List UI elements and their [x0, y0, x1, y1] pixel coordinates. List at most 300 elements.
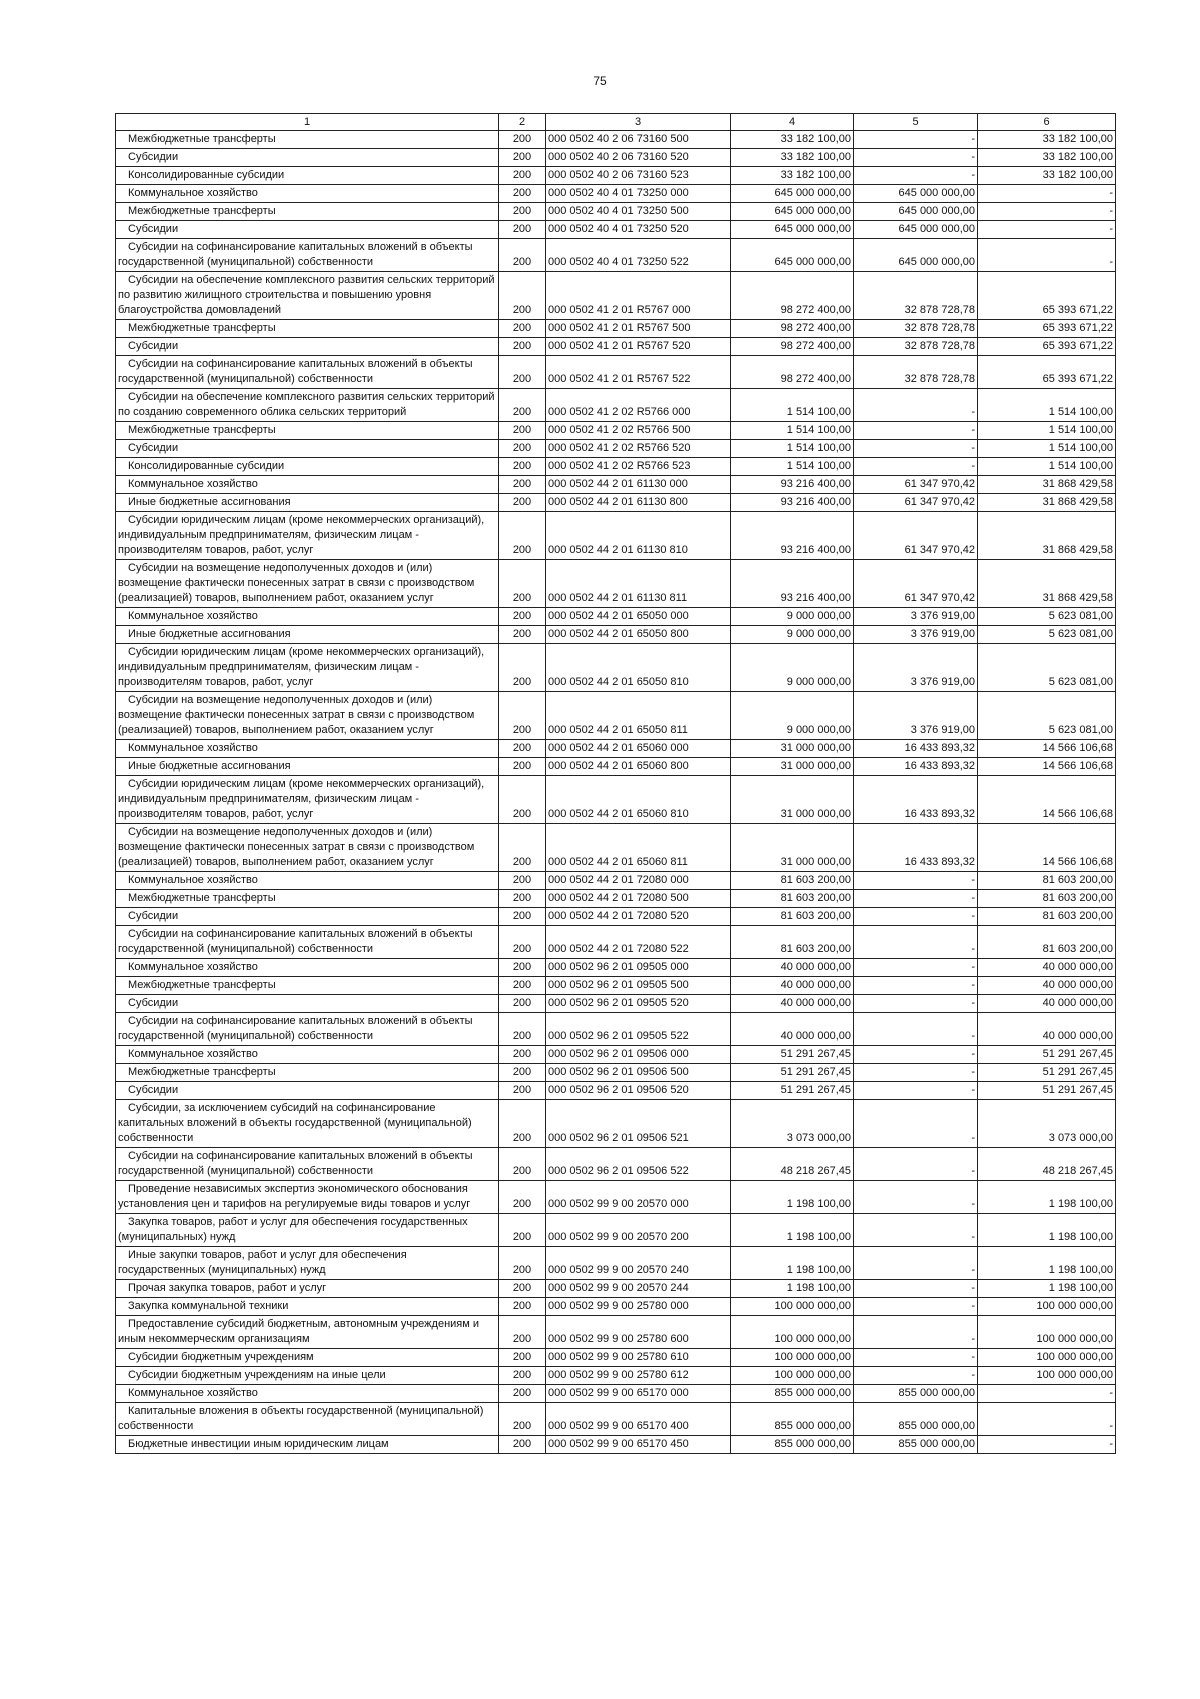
row-name-cell — [116, 644, 499, 692]
row-executed-amount-cell — [854, 1046, 978, 1064]
row-executed-amount-cell — [854, 1385, 978, 1403]
row-executed-amount: - — [971, 1369, 975, 1381]
row-executed-amount-cell — [854, 320, 978, 338]
row-executed-amount: - — [971, 961, 975, 973]
row-approved-amount-cell — [731, 644, 854, 692]
row-code: 200 — [512, 1132, 532, 1144]
row-classification-code-cell — [546, 740, 731, 758]
row-name: Субсидии — [128, 223, 179, 235]
row-name-cell — [116, 512, 499, 560]
row-remaining-amount-cell — [978, 1046, 1116, 1064]
row-code-cell — [499, 239, 546, 272]
row-name: Субсидии юридическим лицам (кроме некоммерческих организаций), индивидуальным предпринимателям, физическим лицам - производителям товаров, работ, услуг — [118, 778, 485, 820]
table-row — [116, 185, 1116, 203]
row-classification-code-cell — [546, 1298, 731, 1316]
table-row — [116, 476, 1116, 494]
row-code: 200 — [512, 943, 532, 955]
row-classification-code-cell — [546, 458, 731, 476]
row-remaining-amount: 31 868 429,58 — [1042, 496, 1113, 508]
table-row — [116, 167, 1116, 185]
table-row — [116, 1280, 1116, 1298]
row-name-cell — [116, 338, 499, 356]
row-approved-amount-cell — [731, 1013, 854, 1046]
row-remaining-amount-cell — [978, 1148, 1116, 1181]
row-remaining-amount-cell — [978, 1013, 1116, 1046]
row-name: Иные бюджетные ассигнования — [128, 760, 291, 772]
row-executed-amount: 855 000 000,00 — [898, 1420, 975, 1432]
row-name-cell — [116, 149, 499, 167]
row-approved-amount: 31 000 000,00 — [780, 760, 851, 772]
table-row — [116, 908, 1116, 926]
row-classification-code: 000 0502 99 9 00 25780 612 — [548, 1369, 689, 1381]
row-classification-code-cell — [546, 1214, 731, 1247]
row-approved-amount-cell — [731, 476, 854, 494]
row-executed-amount-cell — [854, 167, 978, 185]
table-row — [116, 1367, 1116, 1385]
row-classification-code-cell — [546, 692, 731, 740]
row-name: Субсидии юридическим лицам (кроме некоммерческих организаций), индивидуальным предпринимателям, физическим лицам - производителям товаров, работ, услуг — [118, 514, 485, 556]
row-classification-code: 000 0502 40 2 06 73160 523 — [548, 169, 689, 181]
row-classification-code-cell — [546, 1349, 731, 1367]
row-approved-amount-cell — [731, 1064, 854, 1082]
row-remaining-amount: 40 000 000,00 — [1042, 979, 1113, 991]
row-approved-amount: 98 272 400,00 — [780, 322, 851, 334]
row-name: Субсидии — [128, 1084, 179, 1096]
row-approved-amount-cell — [731, 1100, 854, 1148]
row-approved-amount-cell — [731, 890, 854, 908]
row-executed-amount: 16 433 893,32 — [904, 742, 975, 754]
row-code-cell — [499, 959, 546, 977]
row-classification-code-cell — [546, 131, 731, 149]
row-classification-code: 000 0502 99 9 00 25780 610 — [548, 1351, 689, 1363]
row-remaining-amount-cell — [978, 1280, 1116, 1298]
row-executed-amount: 16 433 893,32 — [904, 808, 975, 820]
row-classification-code-cell — [546, 776, 731, 824]
row-classification-code: 000 0502 96 2 01 09506 520 — [548, 1084, 689, 1096]
row-approved-amount: 1 514 100,00 — [786, 442, 851, 454]
row-name: Коммунальное хозяйство — [128, 478, 258, 490]
row-classification-code: 000 0502 44 2 01 72080 520 — [548, 910, 689, 922]
row-remaining-amount: - — [1109, 1420, 1113, 1432]
row-remaining-amount-cell — [978, 959, 1116, 977]
row-remaining-amount: 51 291 267,45 — [1042, 1084, 1113, 1096]
row-code-cell — [499, 149, 546, 167]
row-code: 200 — [512, 304, 532, 316]
row-name: Субсидии на софинансирование капитальных вложений в объекты государственной (муниципальной) собственности — [118, 1150, 473, 1177]
row-name: Субсидии бюджетным учреждениям — [128, 1351, 314, 1363]
row-classification-code-cell — [546, 1436, 731, 1454]
row-code-cell — [499, 338, 546, 356]
row-executed-amount-cell — [854, 1064, 978, 1082]
row-executed-amount: - — [971, 442, 975, 454]
row-executed-amount-cell — [854, 776, 978, 824]
row-approved-amount-cell — [731, 560, 854, 608]
column-header: 2 — [499, 114, 546, 131]
row-executed-amount: 32 878 728,78 — [904, 340, 975, 352]
row-name: Субсидии на софинансирование капитальных вложений в объекты государственной (муниципальной) собственности — [118, 241, 473, 268]
row-executed-amount: - — [971, 151, 975, 163]
row-classification-code: 000 0502 41 2 01 R5767 522 — [548, 373, 691, 385]
row-approved-amount: 1 198 100,00 — [786, 1231, 851, 1243]
row-name-cell — [116, 995, 499, 1013]
row-classification-code: 000 0502 40 4 01 73250 522 — [548, 256, 689, 268]
row-approved-amount-cell — [731, 512, 854, 560]
row-executed-amount-cell — [854, 1100, 978, 1148]
row-code: 200 — [512, 628, 532, 640]
row-approved-amount: 645 000 000,00 — [774, 256, 851, 268]
row-remaining-amount-cell — [978, 167, 1116, 185]
column-header: 1 — [116, 114, 499, 131]
row-remaining-amount: 81 603 200,00 — [1042, 910, 1113, 922]
row-classification-code: 000 0502 44 2 01 72080 522 — [548, 943, 689, 955]
row-remaining-amount: 81 603 200,00 — [1042, 874, 1113, 886]
row-code: 200 — [512, 406, 532, 418]
row-name-cell — [116, 872, 499, 890]
row-executed-amount: - — [971, 1165, 975, 1177]
row-name-cell — [116, 776, 499, 824]
row-classification-code: 000 0502 44 2 01 61130 811 — [548, 592, 688, 604]
row-classification-code-cell — [546, 149, 731, 167]
row-executed-amount: - — [971, 133, 975, 145]
row-approved-amount: 1 514 100,00 — [786, 406, 851, 418]
row-executed-amount: - — [971, 1264, 975, 1276]
row-code-cell — [499, 1100, 546, 1148]
table-row — [116, 149, 1116, 167]
row-classification-code-cell — [546, 1082, 731, 1100]
row-executed-amount-cell — [854, 872, 978, 890]
row-executed-amount: 32 878 728,78 — [904, 304, 975, 316]
table-row — [116, 272, 1116, 320]
row-executed-amount: 3 376 919,00 — [910, 676, 975, 688]
row-name-cell — [116, 356, 499, 389]
row-executed-amount-cell — [854, 422, 978, 440]
row-approved-amount-cell — [731, 608, 854, 626]
row-remaining-amount-cell — [978, 338, 1116, 356]
row-remaining-amount-cell — [978, 1385, 1116, 1403]
table-row — [116, 1436, 1116, 1454]
table-row — [116, 926, 1116, 959]
row-approved-amount-cell — [731, 995, 854, 1013]
row-name: Субсидии бюджетным учреждениям на иные цели — [128, 1369, 386, 1381]
table-row — [116, 626, 1116, 644]
column-header: 4 — [731, 114, 854, 131]
row-classification-code: 000 0502 41 2 02 R5766 523 — [548, 460, 691, 472]
row-executed-amount-cell — [854, 908, 978, 926]
row-executed-amount-cell — [854, 740, 978, 758]
row-classification-code-cell — [546, 644, 731, 692]
row-executed-amount: - — [971, 1030, 975, 1042]
row-remaining-amount: 65 393 671,22 — [1042, 373, 1113, 385]
row-remaining-amount: 31 868 429,58 — [1042, 592, 1113, 604]
row-approved-amount: 93 216 400,00 — [780, 496, 851, 508]
row-name-cell — [116, 494, 499, 512]
row-name: Субсидии на обеспечение комплексного развития сельских территорий по развитию жилищного строительства и повышению уровня благоустройства домовладений — [118, 274, 495, 316]
row-name-cell — [116, 740, 499, 758]
row-remaining-amount-cell — [978, 626, 1116, 644]
table-row — [116, 1349, 1116, 1367]
row-remaining-amount: 14 566 106,68 — [1042, 742, 1113, 754]
row-code-cell — [499, 872, 546, 890]
row-executed-amount-cell — [854, 692, 978, 740]
row-approved-amount: 645 000 000,00 — [774, 187, 851, 199]
row-remaining-amount: - — [1109, 256, 1113, 268]
row-name: Проведение независимых экспертиз экономического обоснования установления цен и тарифов на регулируемые виды товаров и услуг — [118, 1183, 471, 1210]
row-approved-amount-cell — [731, 1436, 854, 1454]
row-name: Коммунальное хозяйство — [128, 187, 258, 199]
table-row — [116, 1064, 1116, 1082]
table-row — [116, 440, 1116, 458]
row-code: 200 — [512, 460, 532, 472]
row-code-cell — [499, 1403, 546, 1436]
row-classification-code-cell — [546, 476, 731, 494]
row-executed-amount-cell — [854, 149, 978, 167]
row-remaining-amount-cell — [978, 149, 1116, 167]
row-code: 200 — [512, 373, 532, 385]
row-classification-code-cell — [546, 560, 731, 608]
row-classification-code: 000 0502 40 2 06 73160 520 — [548, 151, 689, 163]
row-code: 200 — [512, 1030, 532, 1042]
row-remaining-amount: 1 198 100,00 — [1048, 1231, 1113, 1243]
row-approved-amount: 40 000 000,00 — [780, 997, 851, 1009]
row-executed-amount-cell — [854, 131, 978, 149]
row-name-cell — [116, 272, 499, 320]
row-code-cell — [499, 626, 546, 644]
table-row — [116, 512, 1116, 560]
row-remaining-amount: 81 603 200,00 — [1042, 943, 1113, 955]
row-code-cell — [499, 356, 546, 389]
row-executed-amount: 3 376 919,00 — [910, 724, 975, 736]
row-executed-amount: 32 878 728,78 — [904, 322, 975, 334]
row-name-cell — [116, 239, 499, 272]
row-approved-amount-cell — [731, 167, 854, 185]
row-code-cell — [499, 167, 546, 185]
row-remaining-amount-cell — [978, 440, 1116, 458]
row-executed-amount: - — [971, 1300, 975, 1312]
table-row — [116, 608, 1116, 626]
row-executed-amount: - — [971, 424, 975, 436]
row-executed-amount-cell — [854, 1280, 978, 1298]
row-name: Субсидии на софинансирование капитальных вложений в объекты государственной (муниципальной) собственности — [118, 358, 473, 385]
row-code: 200 — [512, 442, 532, 454]
row-approved-amount-cell — [731, 272, 854, 320]
row-classification-code: 000 0502 44 2 01 65060 800 — [548, 760, 689, 772]
row-executed-amount-cell — [854, 758, 978, 776]
row-remaining-amount-cell — [978, 131, 1116, 149]
row-classification-code-cell — [546, 872, 731, 890]
row-executed-amount-cell — [854, 512, 978, 560]
row-approved-amount: 33 182 100,00 — [780, 169, 851, 181]
row-code: 200 — [512, 223, 532, 235]
row-remaining-amount-cell — [978, 239, 1116, 272]
row-code: 200 — [512, 856, 532, 868]
row-code: 200 — [512, 592, 532, 604]
row-classification-code: 000 0502 44 2 01 65060 810 — [548, 808, 689, 820]
row-code-cell — [499, 1064, 546, 1082]
row-remaining-amount-cell — [978, 776, 1116, 824]
row-name-cell — [116, 167, 499, 185]
row-approved-amount-cell — [731, 908, 854, 926]
row-code: 200 — [512, 961, 532, 973]
row-classification-code: 000 0502 96 2 01 09505 520 — [548, 997, 689, 1009]
row-code-cell — [499, 758, 546, 776]
row-remaining-amount: 1 514 100,00 — [1048, 424, 1113, 436]
row-executed-amount: 855 000 000,00 — [898, 1438, 975, 1450]
row-code: 200 — [512, 1048, 532, 1060]
table-row — [116, 1298, 1116, 1316]
row-executed-amount-cell — [854, 1181, 978, 1214]
row-approved-amount: 81 603 200,00 — [780, 943, 851, 955]
row-remaining-amount: 14 566 106,68 — [1042, 856, 1113, 868]
row-name: Субсидии, за исключением субсидий на софинансирование капитальных вложений в объекты государственной (муниципальной) собственности — [118, 1102, 472, 1144]
row-classification-code-cell — [546, 1100, 731, 1148]
row-name: Субсидии на софинансирование капитальных вложений в объекты государственной (муниципальной) собственности — [118, 1015, 473, 1042]
row-classification-code: 000 0502 96 2 01 09506 000 — [548, 1048, 689, 1060]
row-classification-code: 000 0502 41 2 02 R5766 520 — [548, 442, 691, 454]
row-executed-amount-cell — [854, 494, 978, 512]
row-code-cell — [499, 422, 546, 440]
row-remaining-amount-cell — [978, 758, 1116, 776]
row-code-cell — [499, 1298, 546, 1316]
row-executed-amount-cell — [854, 221, 978, 239]
row-approved-amount: 40 000 000,00 — [780, 1030, 851, 1042]
row-name-cell — [116, 1064, 499, 1082]
row-executed-amount-cell — [854, 977, 978, 995]
row-name: Капитальные вложения в объекты государственной (муниципальной) собственности — [118, 1405, 484, 1432]
row-executed-amount-cell — [854, 959, 978, 977]
row-remaining-amount-cell — [978, 560, 1116, 608]
row-remaining-amount-cell — [978, 1349, 1116, 1367]
row-classification-code: 000 0502 41 2 02 R5766 500 — [548, 424, 691, 436]
row-executed-amount: 3 376 919,00 — [910, 610, 975, 622]
row-code: 200 — [512, 742, 532, 754]
table-row — [116, 1013, 1116, 1046]
row-name: Коммунальное хозяйство — [128, 961, 258, 973]
row-remaining-amount: 48 218 267,45 — [1042, 1165, 1113, 1177]
table-row — [116, 560, 1116, 608]
row-code: 200 — [512, 496, 532, 508]
row-approved-amount: 9 000 000,00 — [786, 628, 851, 640]
row-executed-amount-cell — [854, 560, 978, 608]
row-name-cell — [116, 1046, 499, 1064]
row-classification-code: 000 0502 99 9 00 20570 244 — [548, 1282, 689, 1294]
row-classification-code: 000 0502 44 2 01 65050 811 — [548, 724, 688, 736]
row-approved-amount-cell — [731, 1403, 854, 1436]
table-row — [116, 740, 1116, 758]
row-code-cell — [499, 185, 546, 203]
row-executed-amount: - — [971, 1231, 975, 1243]
row-classification-code-cell — [546, 1367, 731, 1385]
row-approved-amount-cell — [731, 458, 854, 476]
row-name: Коммунальное хозяйство — [128, 610, 258, 622]
row-classification-code: 000 0502 96 2 01 09506 521 — [548, 1132, 689, 1144]
row-approved-amount: 9 000 000,00 — [786, 724, 851, 736]
row-approved-amount: 1 198 100,00 — [786, 1264, 851, 1276]
row-executed-amount-cell — [854, 203, 978, 221]
row-approved-amount: 40 000 000,00 — [780, 961, 851, 973]
row-code-cell — [499, 476, 546, 494]
row-remaining-amount-cell — [978, 185, 1116, 203]
row-classification-code: 000 0502 44 2 01 72080 500 — [548, 892, 689, 904]
row-classification-code-cell — [546, 221, 731, 239]
row-approved-amount-cell — [731, 740, 854, 758]
row-classification-code-cell — [546, 389, 731, 422]
row-name: Субсидии на возмещение недополученных доходов и (или) возмещение фактически понесенных затрат в связи с производством (реализацией) товаров, выполнением работ, оказанием услуг — [118, 562, 475, 604]
row-approved-amount: 1 198 100,00 — [786, 1282, 851, 1294]
row-code-cell — [499, 320, 546, 338]
row-executed-amount-cell — [854, 389, 978, 422]
row-approved-amount: 855 000 000,00 — [774, 1420, 851, 1432]
table-row — [116, 872, 1116, 890]
row-name-cell — [116, 1436, 499, 1454]
row-remaining-amount-cell — [978, 872, 1116, 890]
row-executed-amount: 32 878 728,78 — [904, 373, 975, 385]
row-approved-amount: 51 291 267,45 — [780, 1048, 851, 1060]
table-row — [116, 1046, 1116, 1064]
row-approved-amount: 33 182 100,00 — [780, 151, 851, 163]
row-name-cell — [116, 1280, 499, 1298]
row-approved-amount-cell — [731, 1046, 854, 1064]
table-row — [116, 494, 1116, 512]
row-name: Коммунальное хозяйство — [128, 1048, 258, 1060]
row-approved-amount: 93 216 400,00 — [780, 478, 851, 490]
row-approved-amount: 98 272 400,00 — [780, 340, 851, 352]
row-name: Субсидии — [128, 997, 179, 1009]
row-classification-code-cell — [546, 512, 731, 560]
row-name: Коммунальное хозяйство — [128, 874, 258, 886]
row-classification-code: 000 0502 41 2 02 R5766 000 — [548, 406, 691, 418]
table-row — [116, 1247, 1116, 1280]
row-executed-amount: - — [971, 1198, 975, 1210]
row-classification-code-cell — [546, 167, 731, 185]
table-row — [116, 389, 1116, 422]
row-code: 200 — [512, 151, 532, 163]
row-executed-amount: 645 000 000,00 — [898, 205, 975, 217]
row-code-cell — [499, 1367, 546, 1385]
table-row — [116, 1082, 1116, 1100]
row-code: 200 — [512, 1420, 532, 1432]
row-name: Консолидированные субсидии — [128, 460, 285, 472]
row-remaining-amount-cell — [978, 221, 1116, 239]
row-classification-code-cell — [546, 926, 731, 959]
row-remaining-amount-cell — [978, 494, 1116, 512]
row-name: Прочая закупка товаров, работ и услуг — [128, 1282, 327, 1294]
row-approved-amount-cell — [731, 239, 854, 272]
row-code-cell — [499, 389, 546, 422]
row-name-cell — [116, 1148, 499, 1181]
row-classification-code: 000 0502 99 9 00 25780 600 — [548, 1333, 689, 1345]
row-name-cell — [116, 458, 499, 476]
row-classification-code: 000 0502 96 2 01 09505 500 — [548, 979, 689, 991]
row-executed-amount: 61 347 970,42 — [904, 592, 975, 604]
row-classification-code: 000 0502 99 9 00 65170 400 — [548, 1420, 689, 1432]
row-name-cell — [116, 1403, 499, 1436]
row-remaining-amount: 14 566 106,68 — [1042, 808, 1113, 820]
row-classification-code-cell — [546, 338, 731, 356]
row-name-cell — [116, 977, 499, 995]
row-code-cell — [499, 560, 546, 608]
row-remaining-amount-cell — [978, 890, 1116, 908]
row-remaining-amount: 40 000 000,00 — [1042, 961, 1113, 973]
row-code-cell — [499, 1385, 546, 1403]
row-executed-amount: - — [971, 406, 975, 418]
table-row — [116, 320, 1116, 338]
row-remaining-amount: 1 198 100,00 — [1048, 1198, 1113, 1210]
row-approved-amount: 81 603 200,00 — [780, 874, 851, 886]
row-code-cell — [499, 890, 546, 908]
table-row — [116, 203, 1116, 221]
row-code-cell — [499, 995, 546, 1013]
row-name-cell — [116, 422, 499, 440]
